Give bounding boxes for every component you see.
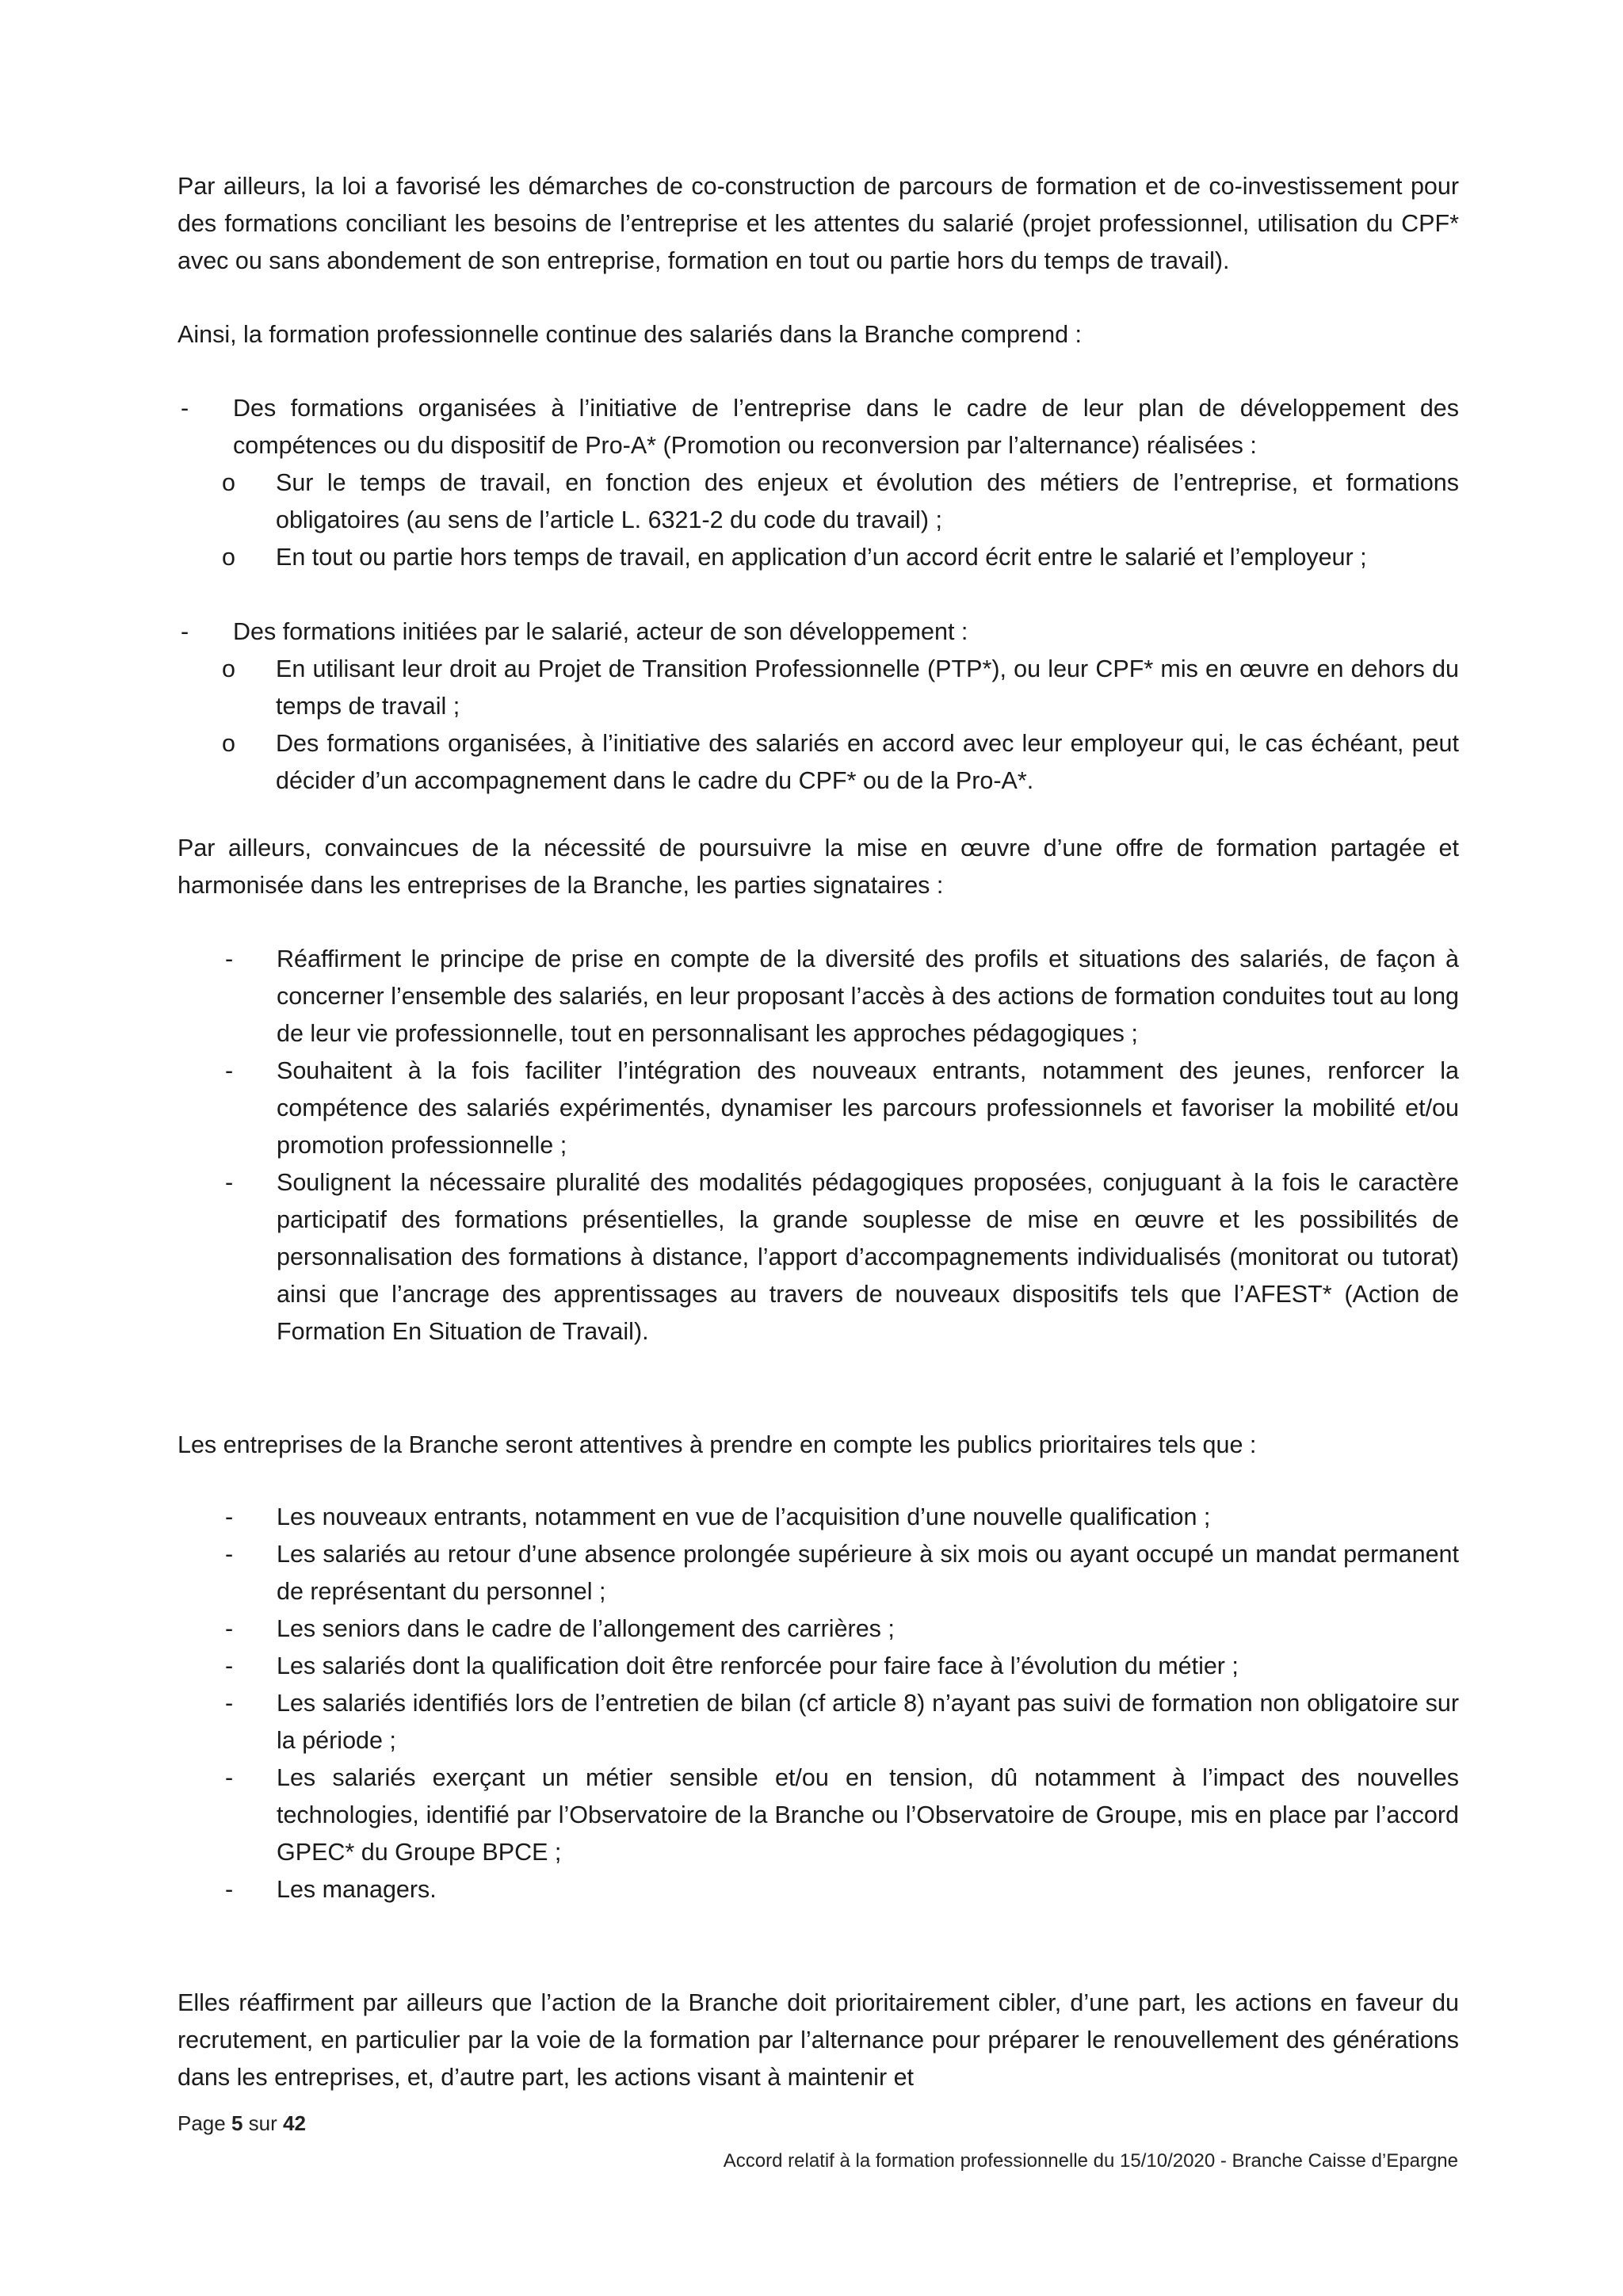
list-item	[178, 1499, 1459, 1536]
paragraph-priority-publics: Les entreprises de la Branche seront attentives à prendre en compte les publics prioritaires tels que :	[178, 1431, 1257, 1458]
list-item	[178, 1871, 1459, 1908]
dash-marker: -	[225, 1615, 234, 1642]
paragraph-signatories: Par ailleurs, convaincues de la nécessité de poursuivre la mise en œuvre d’une offre de formation partagée et harmonisée dans les entreprises de la Branche, les parties signataires :	[178, 835, 1459, 899]
list-item-text: Des formations initiées par le salarié, acteur de son développement :	[233, 618, 968, 645]
list-item	[178, 941, 1459, 1052]
sub-list-item	[178, 464, 1459, 539]
list-item	[178, 390, 1459, 576]
list-item-text: Des formations organisées à l’initiative de l’entreprise dans le cadre de leur plan de développement des compétences ou du dispositif de Pro-A* (Promotion ou reconversion par l’alternance) réalisées :	[233, 395, 1459, 459]
document-body	[178, 168, 1459, 2096]
list-item	[178, 613, 1459, 800]
list-item-text: Réaffirment le principe de prise en compte de la diversité des profils et situations des salariés, de façon à concerner l’ensemble des salariés, en leur proposant l’accès à des actions de formation conduites tout au long de leur vie professionnelle, tout en personnalisant les approches pédagogiques ;	[277, 946, 1459, 1047]
list-item	[178, 1052, 1459, 1164]
list-item-text: Soulignent la nécessaire pluralité des modalités pédagogiques proposées, conjuguant à la fois le caractère participatif des formations présentielles, la grande souplesse de mise en œuvre et les possibilités de personnalisation des formations à distance, l’apport d’accompagnements individualisés (monitorat ou tutorat) ainsi que l’ancrage des apprentissages au travers de nouveaux dispositifs tels que l’AFEST* (Action de Formation En Situation de Travail).	[277, 1169, 1459, 1345]
page-number-prefix: Page	[178, 2111, 226, 2135]
sub-list	[178, 464, 1459, 576]
dash-marker: -	[225, 1541, 234, 1568]
sub-list-item-text: En utilisant leur droit au Projet de Transition Professionnelle (PTP*), ou leur CPF* mis en œuvre en dehors du temps de travail ;	[276, 655, 1459, 720]
list-item-text: Les salariés identifiés lors de l’entretien de bilan (cf article 8) n’ayant pas suivi de formation non obligatoire sur la période ;	[277, 1690, 1459, 1754]
dash-marker: -	[181, 395, 189, 422]
page-number-current: 5	[231, 2111, 243, 2135]
dash-marker: -	[225, 1876, 234, 1903]
dash-marker: -	[225, 1057, 234, 1084]
list-item	[178, 1164, 1459, 1350]
dash-marker: -	[225, 1764, 234, 1791]
sub-list-item-text: Des formations organisées, à l’initiative des salariés en accord avec leur employeur qui, le cas échéant, peut décider d’un accompagnement dans le cadre du CPF* ou de la Pro-A*.	[276, 730, 1459, 794]
sub-list-item-text: En tout ou partie hors temps de travail, en application d’un accord écrit entre le salarié et l’employeur ;	[276, 544, 1367, 571]
priority-publics-list	[178, 1499, 1459, 1908]
sub-list-item	[178, 539, 1459, 576]
paragraph-branch-training-intro: Ainsi, la formation professionnelle continue des salariés dans la Branche comprend :	[178, 321, 1082, 348]
list-item	[178, 1685, 1459, 1759]
circle-marker: o	[222, 655, 235, 682]
list-item	[178, 1759, 1459, 1871]
circle-marker: o	[222, 469, 235, 496]
paragraph-branch-action: Elles réaffirment par ailleurs que l’action de la Branche doit prioritairement cibler, d’une part, les actions en faveur du recrutement, en particulier par la voie de la formation par l’alternance pour préparer le renouvellement des générations dans les entreprises, et, d’autre part, les actions visant à maintenir et	[178, 1989, 1459, 2091]
page-number-total: 42	[283, 2111, 306, 2135]
list-item-text: Les seniors dans le cadre de l’allongement des carrières ;	[277, 1615, 895, 1642]
circle-marker: o	[222, 730, 235, 757]
signatories-commitments-list	[178, 941, 1459, 1350]
sub-list	[178, 651, 1459, 800]
list-item-text: Les salariés exerçant un métier sensible et/ou en tension, dû notamment à l’impact des nouvelles technologies, identifié par l’Observatoire de la Branche ou l’Observatoire de Groupe, mis en place par l’accord GPEC* du Groupe BPCE ;	[277, 1764, 1459, 1866]
sub-list-item	[178, 651, 1459, 725]
page-number-separator: sur	[248, 2111, 277, 2135]
document-footer-title: Accord relatif à la formation professionnelle du 15/10/2020 - Branche Caisse d’Epargne	[723, 2150, 1458, 2172]
list-item-text: Les managers.	[277, 1876, 437, 1903]
dash-marker: -	[225, 1169, 234, 1196]
sub-list-item	[178, 725, 1459, 800]
dash-marker: -	[225, 1652, 234, 1679]
circle-marker: o	[222, 544, 235, 571]
list-item	[178, 1648, 1459, 1685]
list-item	[178, 1610, 1459, 1648]
list-item	[178, 1536, 1459, 1610]
list-item-text: Les salariés dont la qualification doit être renforcée pour faire face à l’évolution du métier ;	[277, 1652, 1239, 1679]
dash-marker: -	[225, 946, 234, 972]
page-number	[178, 2105, 306, 2142]
sub-list-item-text: Sur le temps de travail, en fonction des enjeux et évolution des métiers de l’entreprise, et formations obligatoires (au sens de l’article L. 6321-2 du code du travail) ;	[276, 469, 1459, 533]
training-types-list	[178, 390, 1459, 800]
dash-marker: -	[225, 1503, 234, 1530]
paragraph-coconstruction: Par ailleurs, la loi a favorisé les démarches de co-construction de parcours de formation et de co-investissement pour des formations conciliant les besoins de l’entreprise et les attentes du salarié (projet professionnel, utilisation du CPF* avec ou sans abondement de son entreprise, formation en tout ou partie hors du temps de travail).	[178, 173, 1459, 274]
dash-marker: -	[225, 1690, 234, 1717]
dash-marker: -	[181, 618, 189, 645]
list-item-text: Souhaitent à la fois faciliter l’intégration des nouveaux entrants, notamment des jeunes, renforcer la compétence des salariés expérimentés, dynamiser les parcours professionnels et favoriser la mobilité et/ou promotion professionnelle ;	[277, 1057, 1459, 1159]
list-item-text: Les salariés au retour d’une absence prolongée supérieure à six mois ou ayant occupé un mandat permanent de représentant du personnel ;	[277, 1541, 1459, 1605]
list-item-text: Les nouveaux entrants, notamment en vue de l’acquisition d’une nouvelle qualification ;	[277, 1503, 1211, 1530]
